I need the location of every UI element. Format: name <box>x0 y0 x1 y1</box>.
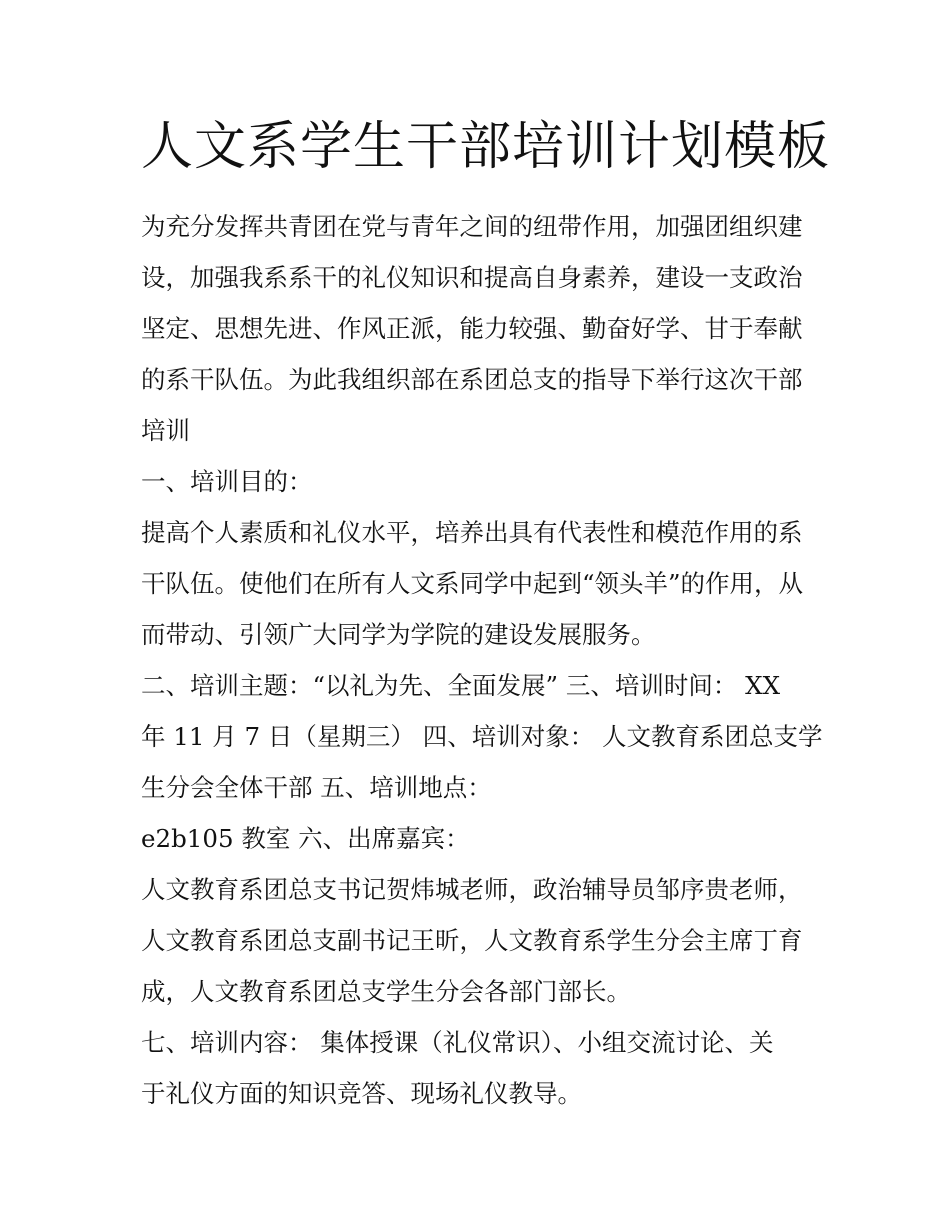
paragraph-details-line-3: 生分会全体干部 五、培训地点： <box>141 773 492 802</box>
paragraph-intro-line-3: 坚定、思想先进、作风正派，能力较强、勤奋好学、甘于奉献 <box>141 314 803 343</box>
paragraph-intro-line-1: 为充分发挥共青团在党与青年之间的纽带作用，加强团组织建 <box>141 212 803 241</box>
paragraph-intro-line-2: 设，加强我系系干的礼仪知识和提高自身素养，建设一支政治 <box>141 263 803 292</box>
document-body <box>141 201 821 1119</box>
paragraph-content-line-1: 七、培训内容： 集体授课（礼仪常识）、小组交流讨论、关 <box>141 1028 774 1057</box>
document-title: 人文系学生干部培训计划模板 <box>141 117 831 177</box>
paragraph-content-line-2: 于礼仪方面的知识竞答、现场礼仪教导。 <box>141 1079 582 1108</box>
paragraph-intro-line-5: 培训 <box>141 416 190 445</box>
paragraph-purpose-line-3: 而带动、引领广大同学为学院的建设发展服务。 <box>141 620 656 649</box>
paragraph-purpose-line-1: 提高个人素质和礼仪水平，培养出具有代表性和模范作用的系 <box>141 518 803 547</box>
paragraph-details-line-1: 二、培训主题：“以礼为先、全面发展” 三、培训时间： XX <box>141 671 781 700</box>
paragraph-purpose-line-2: 干队伍。使他们在所有人文系同学中起到“领头羊”的作用，从 <box>141 569 804 598</box>
paragraph-details-line-2: 年 11 月 7 日（星期三） 四、培训对象： 人文教育系团总支学 <box>141 722 823 751</box>
paragraph-intro-line-4: 的系干队伍。为此我组织部在系团总支的指导下举行这次干部 <box>141 365 803 394</box>
paragraph-details-line-4: e2b105 教室 六、出席嘉宾： <box>141 824 470 853</box>
paragraph-guests-line-1: 人文教育系团总支书记贺炜城老师，政治辅导员邹序贵老师， <box>141 875 803 904</box>
paragraph-guests-line-2: 人文教育系团总支副书记王昕，人文教育系学生分会主席丁育 <box>141 926 803 955</box>
section-heading-purpose: 一、培训目的： <box>141 467 313 496</box>
paragraph-guests-line-3: 成，人文教育系团总支学生分会各部门部长。 <box>141 977 631 1006</box>
